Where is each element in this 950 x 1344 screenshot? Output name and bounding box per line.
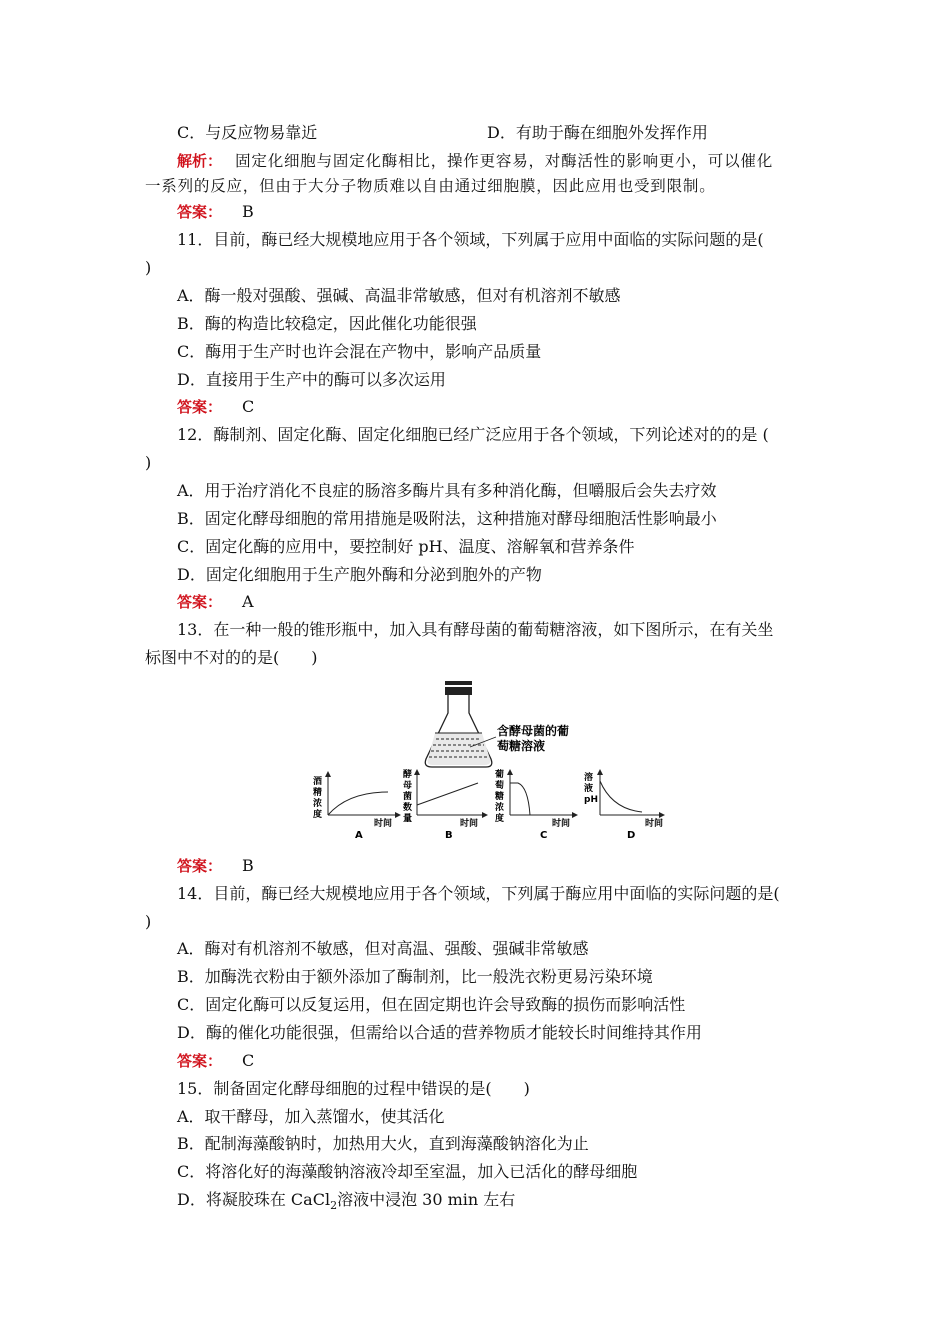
graph-b <box>403 768 488 841</box>
q12-stem: 12．酶制剂、固定化酶、固定化细胞已经广泛应用于各个领域，下列论述对的的是 ( <box>177 425 769 444</box>
svg-text:精: 精 <box>313 788 323 798</box>
q12-option-a: A．用于治疗消化不良症的肠溶多酶片具有多种消化酶，但嚼服后会失去疗效 <box>177 481 717 500</box>
svg-text:度: 度 <box>495 814 505 824</box>
graph-c-ylabel <box>494 768 504 824</box>
q15-option-d <box>177 1190 515 1216</box>
graph-d-xlabel: 时间 <box>645 819 664 829</box>
explanation-text: 固定化细胞与固定化酶相比，操作更容易，对酶活性的影响更小，可以催化 <box>235 152 774 170</box>
q13-answer <box>177 856 254 876</box>
flask-label-line1: 含酵母菌的葡 <box>497 724 570 738</box>
answer-label: 答案： <box>177 398 223 416</box>
q15-option-a: A．取干酵母，加入蒸馏水，使其活化 <box>177 1107 445 1126</box>
q10-explanation-line1 <box>177 151 773 171</box>
q12-option-c: C．固定化酶的应用中，要控制好 pH、温度、溶解氧和营养条件 <box>177 537 635 556</box>
q15-option-d-pre: D．将凝胶珠在 CaCl <box>177 1190 331 1209</box>
q13-figure <box>300 675 670 855</box>
answer-value: A <box>242 592 254 611</box>
explanation-label: 解析： <box>177 152 223 170</box>
q12-option-b: B．固定化酵母细胞的常用措施是吸附法，这种措施对酵母细胞活性影响最小 <box>177 509 717 528</box>
q15-option-d-subscript: 2 <box>330 1199 338 1213</box>
graph-c-xlabel: 时间 <box>552 819 571 829</box>
q13-stem: 13．在一种一般的锥形瓶中，加入具有酵母菌的葡萄糖溶液，如下图所示，在有关坐 <box>177 620 774 639</box>
answer-value: C <box>242 1051 255 1070</box>
q14-answer <box>177 1051 254 1071</box>
graph-b-letter: B <box>445 830 453 841</box>
graph-d-ylabel <box>584 771 598 805</box>
svg-text:菌: 菌 <box>403 792 413 802</box>
q14-option-d: D．酶的催化功能很强，但需给以合适的营养物质才能较长时间维持其作用 <box>177 1023 702 1042</box>
graph-c <box>494 768 578 841</box>
q15-option-b: B．配制海藻酸钠时，加热用大火，直到海藻酸钠溶化为止 <box>177 1134 589 1153</box>
answer-value: C <box>242 397 255 416</box>
q12-option-d: D．固定化细胞用于生产胞外酶和分泌到胞外的产物 <box>177 565 542 584</box>
answer-label: 答案： <box>177 593 223 611</box>
graph-a <box>312 771 401 841</box>
graph-d-letter: D <box>627 830 636 841</box>
answer-label: 答案： <box>177 203 223 221</box>
q11-stem: 11．目前，酶已经大规模地应用于各个领域，下列属于应用中面临的实际问题的是( <box>177 230 764 249</box>
answer-label: 答案： <box>177 857 223 875</box>
svg-text:浓: 浓 <box>313 799 323 809</box>
q11-option-a: A．酶一般对强酸、强碱、高温非常敏感，但对有机溶剂不敏感 <box>177 286 621 305</box>
q15-option-d-post: 溶液中浸泡 30 min 左右 <box>337 1190 516 1209</box>
graph-c-letter: C <box>540 830 548 841</box>
svg-text:数: 数 <box>403 803 413 813</box>
svg-text:糖: 糖 <box>495 792 505 802</box>
svg-text:萄: 萄 <box>495 781 505 791</box>
svg-text:浓: 浓 <box>495 803 505 813</box>
q13-stem-cont: 标图中不对的的是( ) <box>145 648 318 667</box>
q15-stem: 15．制备固定化酵母细胞的过程中错误的是( ) <box>177 1079 530 1098</box>
svg-text:葡: 葡 <box>495 770 505 780</box>
svg-text:液: 液 <box>584 784 594 794</box>
q14-stem-cont: ) <box>145 912 152 931</box>
svg-text:溶: 溶 <box>584 773 594 783</box>
q10-explanation-line2: 一系列的反应，但由于大分子物质难以自由通过细胞膜，因此应用也受到限制。 <box>145 177 716 195</box>
q14-option-b: B．加酶洗衣粉由于额外添加了酶制剂，比一般洗衣粉更易污染环境 <box>177 967 653 986</box>
answer-label: 答案： <box>177 1052 223 1070</box>
graph-c-curve <box>510 783 530 815</box>
q12-answer <box>177 592 254 612</box>
svg-text:酵: 酵 <box>403 770 413 780</box>
flask-diagram <box>425 681 569 767</box>
q11-answer <box>177 397 254 417</box>
flask-stopper <box>445 681 472 695</box>
svg-text:量: 量 <box>403 814 413 824</box>
answer-value: B <box>242 202 254 221</box>
graph-b-xlabel: 时间 <box>460 819 479 829</box>
graph-d-curve <box>600 781 642 812</box>
graph-a-xlabel: 时间 <box>374 819 393 829</box>
q10-option-d: D．有助于酶在细胞外发挥作用 <box>487 123 708 142</box>
graph-a-ylabel <box>312 775 322 820</box>
q11-stem-cont: ) <box>145 258 152 277</box>
svg-text:pH: pH <box>584 795 598 805</box>
q14-option-c: C．固定化酶可以反复运用，但在固定期也许会导致酶的损伤而影响活性 <box>177 995 686 1014</box>
graph-b-line <box>417 783 478 805</box>
svg-text:度: 度 <box>313 810 323 820</box>
q12-stem-cont: ) <box>145 453 152 472</box>
flask-liquid <box>428 733 491 765</box>
q11-option-b: B．酶的构造比较稳定，因此催化功能很强 <box>177 314 477 333</box>
q10-option-c: C．与反应物易靠近 <box>177 123 318 142</box>
svg-text:母: 母 <box>403 781 413 791</box>
q15-option-c: C．将溶化好的海藻酸钠溶液冷却至室温，加入已活化的酵母细胞 <box>177 1162 638 1181</box>
q11-option-c: C．酶用于生产时也许会混在产物中，影响产品质量 <box>177 342 542 361</box>
q14-option-a: A．酶对有机溶剂不敏感，但对高温、强酸、强碱非常敏感 <box>177 939 589 958</box>
flask-label-line2: 萄糖溶液 <box>497 739 546 753</box>
q10-answer <box>177 202 254 222</box>
q14-stem: 14．目前，酶已经大规模地应用于各个领域，下列属于酶应用中面临的实际问题的是( <box>177 884 780 903</box>
answer-value: B <box>242 856 254 875</box>
q11-option-d: D．直接用于生产中的酶可以多次运用 <box>177 370 446 389</box>
graph-d <box>584 769 665 841</box>
graph-a-letter: A <box>355 830 363 841</box>
svg-text:酒: 酒 <box>313 777 323 787</box>
graph-b-ylabel <box>403 768 412 824</box>
graph-a-curve <box>328 792 388 815</box>
